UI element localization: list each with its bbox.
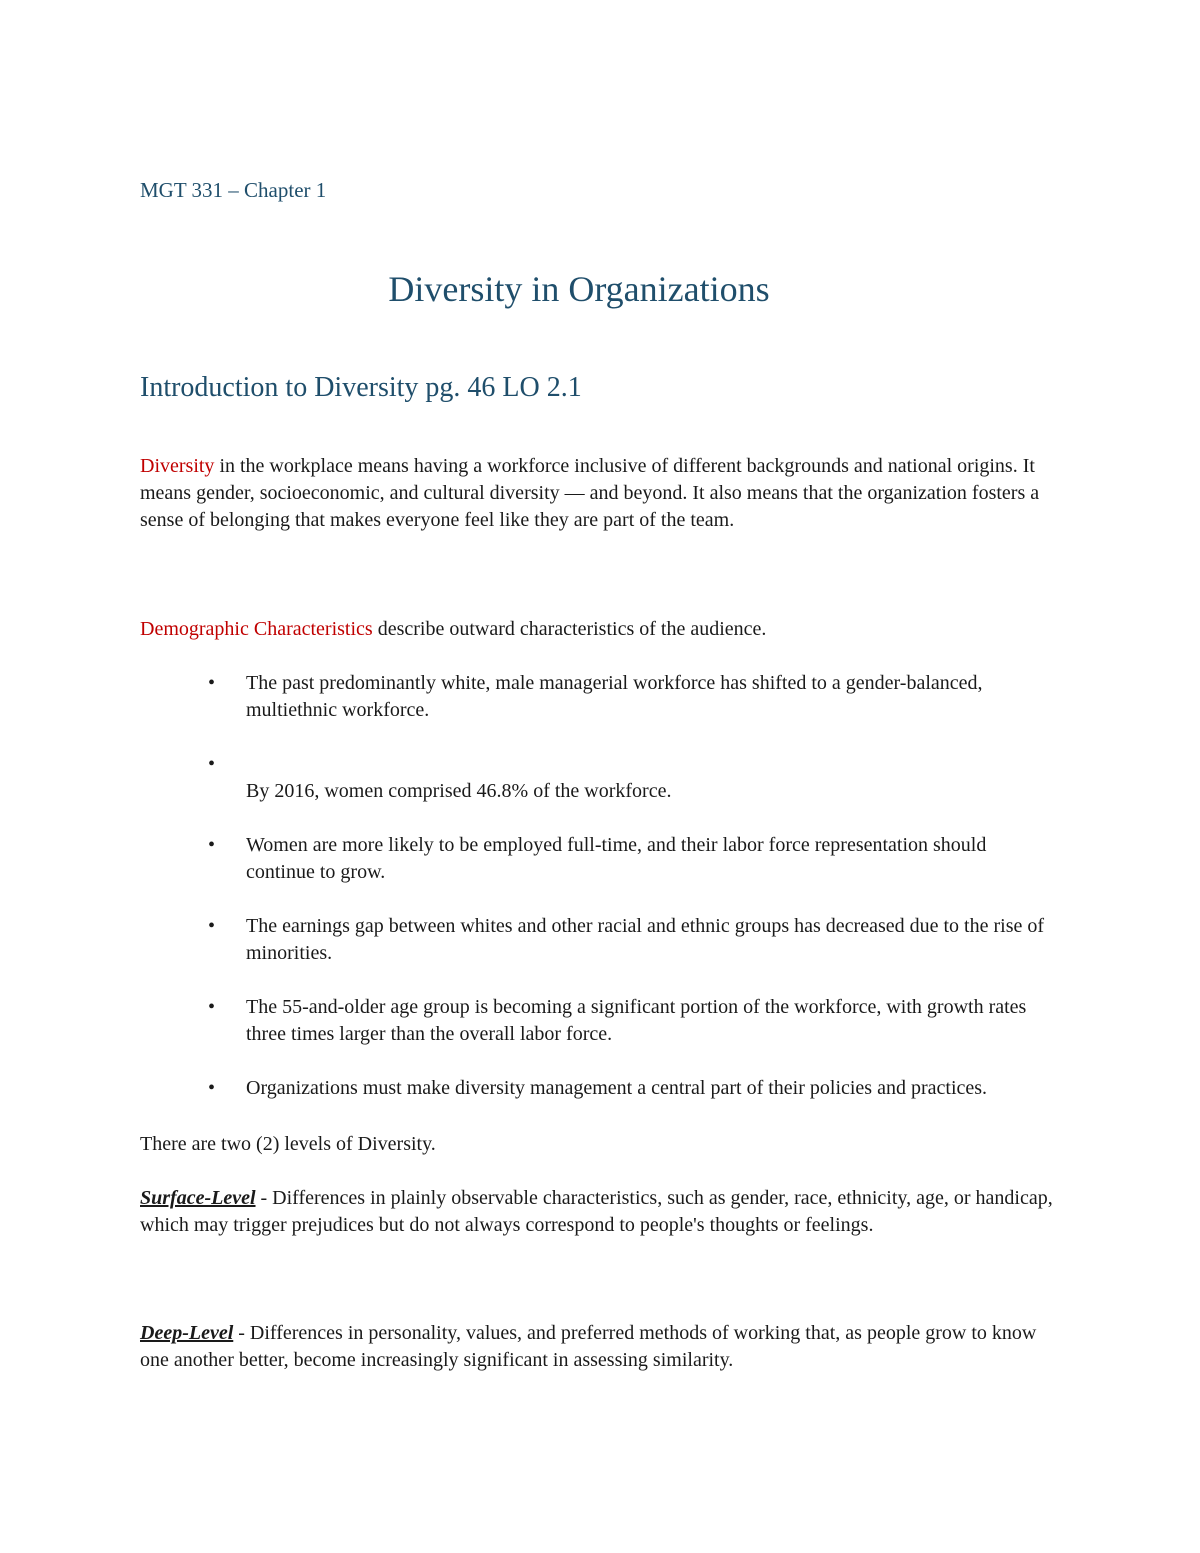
demographic-bullet-list (208, 670, 1058, 1129)
list-item (208, 778, 1058, 805)
surface-level-term: Surface-Level (140, 1187, 256, 1209)
levels-intro-paragraph: There are two (2) levels of Diversity. (140, 1133, 436, 1155)
list-item (208, 913, 1058, 967)
surface-level-definition: - Differences in plainly observable characteristics, such as gender, race, ethnicity, age, or handicap, which may trigger prejudices but do not always correspond to people's thoughts or feelings. (140, 1187, 1053, 1236)
bullet-marker: • (208, 753, 216, 775)
bullet-marker: • (208, 996, 216, 1018)
list-item (208, 832, 1058, 886)
bullet-marker: • (208, 915, 216, 937)
list-item-text: The 55-and-older age group is becoming a significant portion of the workforce, with growth rates three times larger than the overall labor force. (246, 996, 1027, 1045)
demographic-definition-paragraph (140, 616, 1055, 643)
list-item-text: Women are more likely to be employed full-time, and their labor force representation should continue to grow. (246, 834, 987, 883)
demographic-term: Demographic Characteristics (140, 618, 373, 640)
list-item-empty (208, 751, 1058, 778)
bullet-marker: • (208, 672, 216, 694)
diversity-definition-paragraph (140, 453, 1055, 534)
course-label: MGT 331 – Chapter 1 (140, 178, 327, 202)
section-heading: Introduction to Diversity pg. 46 LO 2.1 (140, 372, 582, 403)
deep-level-term: Deep-Level (140, 1322, 234, 1344)
document-title: Diversity in Organizations (388, 269, 770, 309)
demographic-definition-text: describe outward characteristics of the audience. (372, 618, 767, 640)
diversity-definition-text: in the workplace means having a workforce inclusive of different backgrounds and national origins. It means gender, socioeconomic, and cultural diversity — and beyond. It also means that the organization fosters a sense of belonging that makes everyone feel like they are part of the team. (140, 455, 1040, 531)
list-item-text: By 2016, women comprised 46.8% of the workforce. (246, 780, 672, 802)
list-item-text: Organizations must make diversity management a central part of their policies and practices. (246, 1077, 988, 1099)
list-item-text: The past predominantly white, male managerial workforce has shifted to a gender-balanced, multiethnic workforce. (246, 672, 983, 721)
bullet-marker: • (208, 834, 216, 856)
bullet-marker: • (208, 1077, 216, 1099)
list-item (208, 994, 1058, 1048)
list-item-text: The earnings gap between whites and other racial and ethnic groups has decreased due to the rise of minorities. (246, 915, 1045, 964)
deep-level-paragraph (140, 1320, 1055, 1374)
list-item (208, 1075, 1058, 1102)
deep-level-definition: - Differences in personality, values, and preferred methods of working that, as people grow to know one another better, become increasingly significant in assessing similarity. (140, 1322, 1037, 1371)
diversity-term: Diversity (140, 455, 215, 477)
list-item (208, 670, 1058, 724)
surface-level-paragraph (140, 1185, 1055, 1239)
